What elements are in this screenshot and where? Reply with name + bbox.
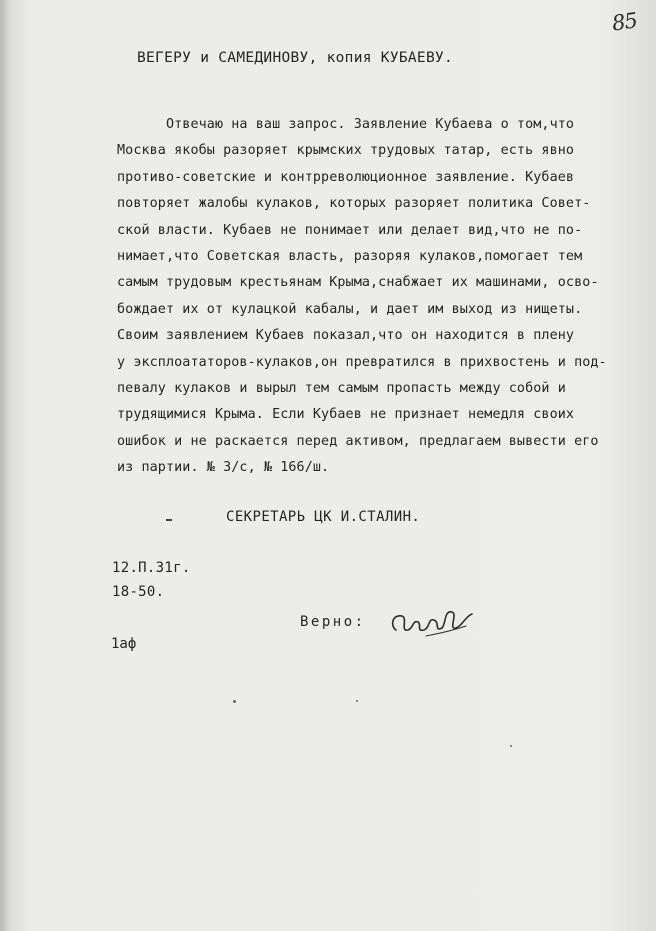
body-line: из партии. № 3/с, № 166/ш. (117, 460, 330, 476)
body-line: Москва якобы разоряет крымских трудовых татар, есть явно (117, 143, 575, 159)
page-edge-shadow (0, 0, 10, 931)
date-line: 12.П.31г. (112, 560, 191, 576)
body-line: нимает,что Советская власть, разоряя кулаков,помогает тем (117, 248, 583, 264)
body-line: самым трудовым крестьянам Крыма,снабжает их машинами, осво- (117, 275, 599, 291)
body-line: повторяет жалобы кулаков, которых разоряет политика Совет- (117, 196, 591, 212)
addressee-line: ВЕГЕРУ и САМЕДИНОВУ, копия КУБАЕВУ. (137, 50, 454, 66)
body-line: Отвечаю на ваш запрос. Заявление Кубаева о том,что (117, 117, 575, 132)
signature-line: СЕКРЕТАРЬ ЦК И.СТАЛИН. (226, 509, 421, 525)
telegram-body (117, 112, 637, 481)
verified-label: Верно: (300, 614, 366, 630)
paper-speck (510, 745, 512, 747)
body-line: Своим заявлением Кубаев показал,что он находится в плену (117, 328, 575, 344)
body-line: бождает их от кулацкой кабалы, и дает им выход из нищеты. (117, 301, 583, 317)
handwritten-page-number: 85 (610, 8, 639, 36)
body-line: ской власти. Кубаев не понимает или делает вид,что не по- (117, 222, 583, 238)
body-line: ошибок и не раскается перед активом, предлагаем вывести его (117, 433, 599, 449)
body-line: трудящимися Крыма. Если Кубаев не признает немедля своих (117, 407, 575, 423)
body-line: противо-советские и контрреволюционное заявление. Кубаев (117, 169, 575, 185)
footnote-mark: 1аф (111, 636, 137, 652)
paper-speck (233, 700, 236, 703)
paper-speck (356, 700, 358, 702)
time-line: 18-50. (112, 584, 165, 600)
handwritten-signature-icon (386, 596, 476, 644)
dash-mark (166, 519, 172, 521)
body-line: у эксплоататоров-кулаков,он превратился в прихвостень и под- (117, 354, 607, 370)
body-line: певалу кулаков и вырыл тем самым пропасть между собой и (117, 380, 566, 396)
